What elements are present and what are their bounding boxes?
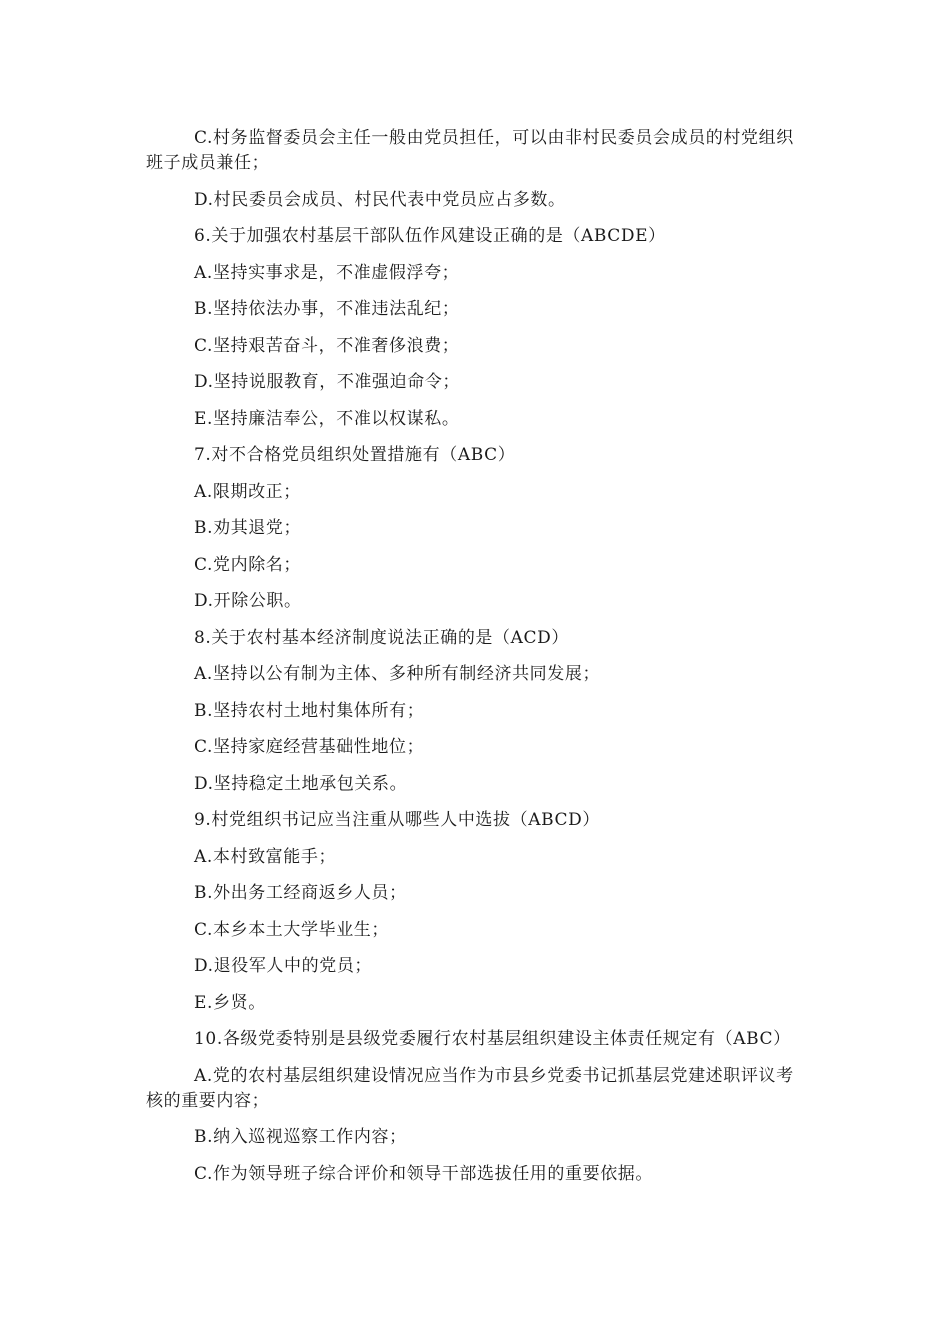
q7-option-d: D.开除公职。 [194,591,302,611]
q9-option-c: C.本乡本土大学毕业生； [194,919,390,940]
q10-option-c: C.作为领导班子综合评价和领导干部选拔任用的重要依据。 [194,1163,654,1184]
document-body [146,126,810,1198]
q9-option-e: E.乡贤。 [194,992,266,1013]
q6-option-c: C.坚持艰苦奋斗，不准奢侈浪费； [194,335,460,356]
q8-option-a: A.坚持以公有制为主体、多种所有制经济共同发展； [194,664,601,684]
q10-option-a: A.党的农村基层组织建设情况应当作为市县乡党委书记抓基层党建述职评议考核的重要内容； [146,1065,794,1111]
option-c-village-supervision: C.村务监督委员会主任一般由党员担任，可以由非村民委员会成员的村党组织班子成员兼任； [146,128,794,173]
q9-option-d: D.退役军人中的党员； [194,956,373,976]
q6-option-e: E.坚持廉洁奉公，不准以权谋私。 [194,408,460,429]
q6-option-d: D.坚持说服教育，不准强迫命令； [194,372,461,392]
q8-option-b: B.坚持农村土地村集体所有； [194,700,425,721]
q6-option-b: B.坚持依法办事，不准违法乱纪； [194,299,460,319]
q6-option-a: A.坚持实事求是，不准虚假浮夸； [194,262,460,283]
question-9: 9.村党组织书记应当注重从哪些人中选拔（ABCD） [194,810,600,830]
question-10: 10.各级党委特别是县级党委履行农村基层组织建设主体责任规定有（ABC） [194,1029,791,1049]
q7-option-b: B.劝其退党； [194,518,302,538]
q10-option-b: B.纳入巡视巡察工作内容； [194,1127,407,1147]
option-d-party-majority: D.村民委员会成员、村民代表中党员应占多数。 [194,189,566,210]
question-8: 8.关于农村基本经济制度说法正确的是（ACD） [194,627,569,648]
q7-option-c: C.党内除名； [194,554,302,575]
q8-option-c: C.坚持家庭经营基础性地位； [194,737,425,757]
q9-option-a: A.本村致富能手； [194,846,337,867]
question-7: 7.对不合格党员组织处置措施有（ABC） [194,445,516,465]
q8-option-d: D.坚持稳定土地承包关系。 [194,773,408,794]
q9-option-b: B.外出务工经商返乡人员； [194,883,407,903]
question-6: 6.关于加强农村基层干部队伍作风建设正确的是（ABCDE） [194,226,666,246]
q7-option-a: A.限期改正； [194,481,301,502]
